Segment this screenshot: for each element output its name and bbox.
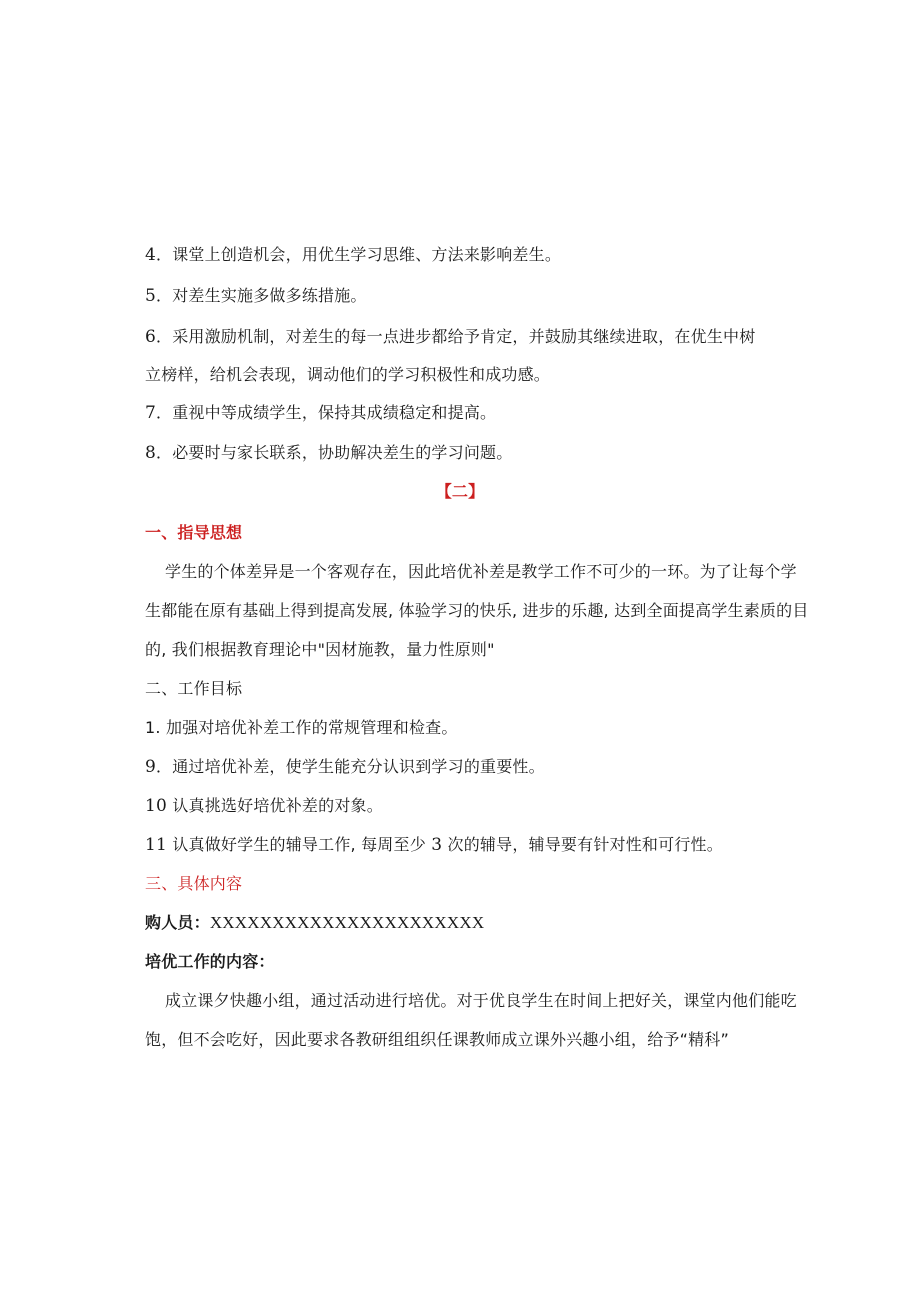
- goal-item-1: [145, 718, 785, 738]
- goal-text-tail: 次的辅导，辅导要有针对性和可行性。: [442, 835, 723, 854]
- item-number: 8: [145, 443, 157, 463]
- guiding-para-line-3: 的, 我们根据教育理论中"因材施教，量力性原则": [145, 640, 495, 659]
- heading-work-goals: 二、工作目标: [145, 679, 243, 698]
- content-label: 培优工作的内容：: [145, 952, 275, 971]
- item-number: 4: [145, 245, 157, 265]
- heading-specific-content: 三、具体内容: [145, 874, 243, 893]
- staff-value: XXXXXXXXXXXXXXXXXXXXXX: [209, 913, 485, 932]
- item-text: ．必要时与家长联系，协助解决差生的学习问题。: [156, 443, 513, 462]
- goal-text: 加强对培优补差工作的常规管理和检查。: [160, 718, 458, 737]
- guiding-para-line-2: 生都能在原有基础上得到提高发展, 体验学习的快乐, 进步的乐趣, 达到全面提高学生素质的目: [145, 601, 809, 620]
- goal-number: 9: [145, 757, 157, 777]
- goal-text: ．通过培优补差，使学生能充分认识到学习的重要性。: [156, 757, 545, 776]
- goal-item-10: [145, 796, 785, 816]
- list-item-6: [145, 327, 785, 347]
- goal-inline-number: 3: [431, 835, 443, 855]
- section-title: 【二】: [435, 482, 485, 501]
- list-item-5: [145, 286, 785, 306]
- list-item-7: [145, 403, 785, 423]
- goal-number: 10: [145, 796, 168, 816]
- item-number: 5: [145, 286, 157, 306]
- heading-guiding-thought: 一、指导思想: [145, 523, 243, 542]
- item-text-continued: 立榜样，给机会表现，调动他们的学习积极性和成功感。: [145, 365, 551, 384]
- goal-text: 认真做好学生的辅导工作, 每周至少: [167, 835, 432, 854]
- guiding-para-line-1: 学生的个体差异是一个客观存在，因此培优补差是教学工作不可少的一环。为了让每个学: [165, 562, 797, 581]
- list-item-4: [145, 245, 785, 265]
- content-para-line-2: 饱，但不会吃好，因此要求各教研组组织任课教师成立课外兴趣小组，给予“精科”: [145, 1030, 729, 1049]
- goal-item-9: [145, 757, 785, 777]
- item-text: ．对差生实施多做多练措施。: [156, 286, 367, 305]
- item-text: ．采用激励机制，对差生的每一点进步都给予肯定，并鼓励其继续进取，在优生中树: [156, 327, 756, 346]
- staff-line: [145, 913, 785, 933]
- goal-text: 认真挑选好培优补差的对象。: [167, 796, 383, 815]
- content-para-line-1: 成立课夕快趣小组，通过活动进行培优。对于优良学生在时间上把好关，课堂内他们能吃: [165, 991, 797, 1010]
- item-text: ．课堂上创造机会，用优生学习思维、方法来影响差生。: [156, 245, 562, 264]
- staff-label: 购人员：: [145, 913, 210, 932]
- list-item-6-continuation: [145, 365, 785, 385]
- goal-number: 1.: [145, 718, 161, 737]
- item-number: 7: [145, 403, 157, 423]
- item-number: 6: [145, 327, 157, 347]
- goal-number: 11: [145, 835, 168, 855]
- list-item-8: [145, 443, 785, 463]
- goal-item-11: [145, 835, 785, 855]
- item-text: ．重视中等成绩学生，保持其成绩稳定和提高。: [156, 403, 497, 422]
